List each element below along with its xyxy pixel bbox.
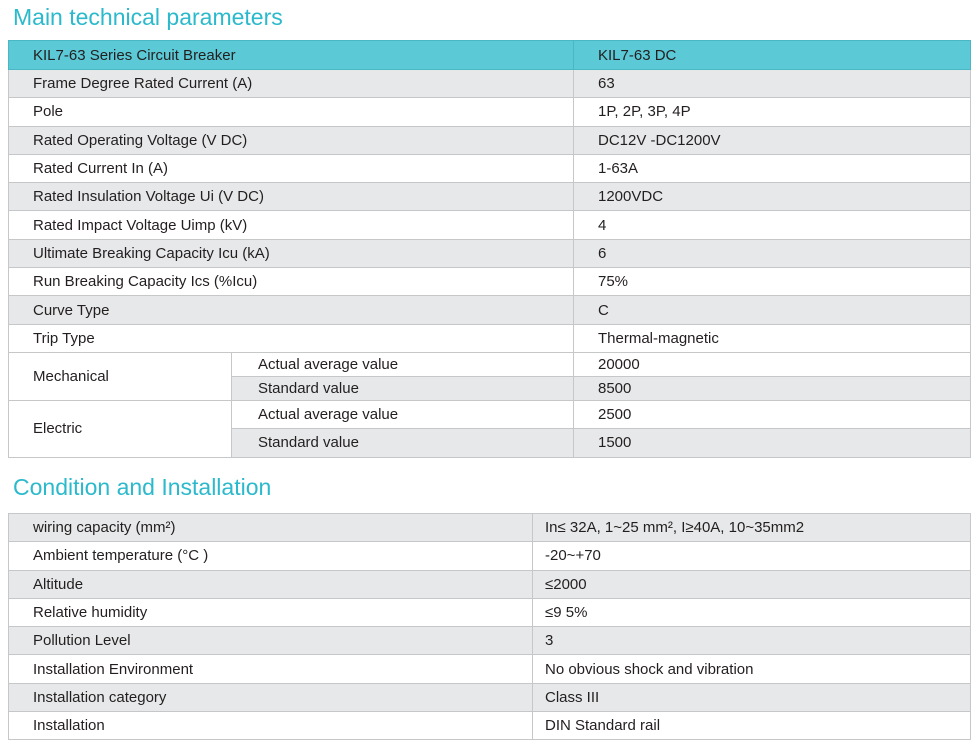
row-value: ≤9 5% [533,598,971,626]
technical-parameters-table [8,40,971,458]
row-value: In≤ 32A, 1~25 mm², I≥40A, 10~35mm2 [533,514,971,542]
row-sublabel: Actual average value [232,352,574,376]
row-label: Trip Type [9,324,574,352]
row-sublabel: Standard value [232,376,574,400]
table-row [9,296,971,324]
row-label: Installation Environment [9,655,533,683]
table-row [9,352,971,376]
row-sublabel: Standard value [232,428,574,457]
header-cell-model: KIL7-63 DC [574,41,971,70]
table-row [9,598,971,626]
row-label: Pollution Level [9,627,533,655]
table-row [9,400,971,428]
row-value: DC12V -DC1200V [574,126,971,154]
row-value: -20~+70 [533,542,971,570]
row-value: 75% [574,268,971,296]
row-value: Class III [533,683,971,711]
row-value: 1200VDC [574,183,971,211]
row-value: 6 [574,239,971,267]
row-label: Curve Type [9,296,574,324]
row-label: Rated Current In (A) [9,154,574,182]
section-title-condition-installation: Condition and Installation [13,474,272,500]
row-label: Rated Impact Voltage Uimp (kV) [9,211,574,239]
row-label: Installation [9,712,533,740]
table-row [9,98,971,126]
row-label: Rated Operating Voltage (V DC) [9,126,574,154]
table-row [9,627,971,655]
table-row [9,70,971,98]
table-header-row [9,41,971,70]
table-row [9,570,971,598]
row-label: wiring capacity (mm²) [9,514,533,542]
table-row [9,126,971,154]
row-label: Frame Degree Rated Current (A) [9,70,574,98]
table-row [9,683,971,711]
table-row [9,514,971,542]
row-value: 4 [574,211,971,239]
row-value: 1P, 2P, 3P, 4P [574,98,971,126]
header-cell-series: KIL7-63 Series Circuit Breaker [9,41,574,70]
row-value: 8500 [574,376,971,400]
row-label: Relative humidity [9,598,533,626]
row-value: 2500 [574,400,971,428]
row-value: 1500 [574,428,971,457]
row-label: Run Breaking Capacity Ics (%Icu) [9,268,574,296]
row-value: Thermal-magnetic [574,324,971,352]
table-row [9,154,971,182]
row-value: C [574,296,971,324]
table-row [9,712,971,740]
row-label: Altitude [9,570,533,598]
row-value: 63 [574,70,971,98]
table-row [9,239,971,267]
row-value: ≤2000 [533,570,971,598]
row-value: DIN Standard rail [533,712,971,740]
row-label: Ultimate Breaking Capacity Icu (kA) [9,239,574,267]
table-row [9,542,971,570]
row-value: 1-63A [574,154,971,182]
row-value: 20000 [574,352,971,376]
row-label: Rated Insulation Voltage Ui (V DC) [9,183,574,211]
row-label: Pole [9,98,574,126]
group-label-electric: Electric [9,400,232,457]
section-title-technical-parameters: Main technical parameters [13,4,283,30]
table-row [9,655,971,683]
table-row [9,268,971,296]
condition-installation-table [8,513,971,740]
table-row [9,183,971,211]
group-label-mechanical: Mechanical [9,352,232,400]
table-row [9,211,971,239]
row-value: No obvious shock and vibration [533,655,971,683]
row-label: Ambient temperature (°C ) [9,542,533,570]
row-label: Installation category [9,683,533,711]
row-sublabel: Actual average value [232,400,574,428]
table-row [9,324,971,352]
row-value: 3 [533,627,971,655]
